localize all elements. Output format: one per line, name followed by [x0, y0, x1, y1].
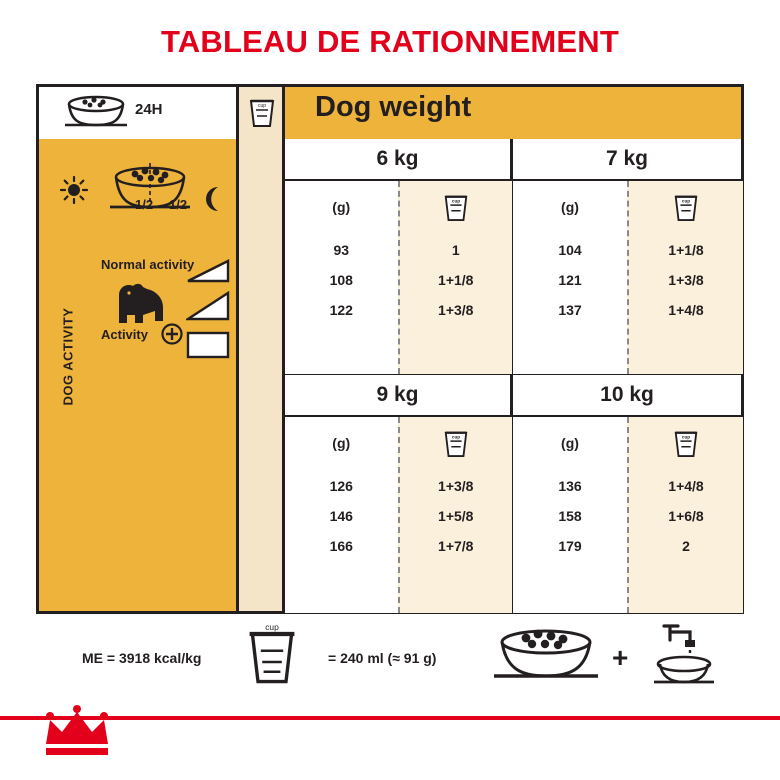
period-label: 24H — [135, 101, 163, 118]
cups-value: 1+6/8 — [668, 508, 704, 524]
dog-bowl-icon — [61, 91, 131, 131]
header-dog-weight-cell — [285, 87, 741, 139]
svg-text:cup: cup — [451, 198, 460, 204]
cups-value: 1+4/8 — [668, 478, 704, 494]
page-title: TABLEAU DE RATIONNEMENT — [160, 24, 620, 59]
svg-text:cup: cup — [265, 621, 279, 632]
header-period-cell — [39, 87, 239, 139]
svg-text:cup: cup — [257, 103, 267, 109]
moon-icon — [199, 185, 225, 213]
table-header-row — [39, 87, 741, 139]
weight-block-7kg — [513, 139, 741, 375]
grams-value: 108 — [329, 272, 353, 288]
cup-equivalence: = 240 ml (≈ 91 g) — [328, 650, 437, 666]
water-tap-bowl-icon — [644, 620, 720, 686]
cup-spacer-column — [239, 139, 285, 611]
grams-value: 146 — [329, 508, 353, 524]
cups-column — [627, 181, 743, 374]
activity-level-bar-1 — [186, 249, 230, 283]
grams-value: 122 — [329, 302, 353, 318]
weight-block-9kg — [285, 375, 513, 611]
cups-value: 1+3/8 — [438, 478, 474, 494]
cups-value: 2 — [682, 538, 690, 554]
activity-vertical-label: DOG ACTIVITY — [60, 307, 76, 406]
weight-grid — [285, 139, 741, 611]
activity-level-bar-3 — [186, 325, 230, 359]
weight-header: 7 kg — [513, 139, 741, 181]
header-cup-cell — [239, 87, 285, 139]
grams-value: 93 — [333, 242, 350, 258]
normal-activity-label: Normal activity — [101, 257, 195, 272]
svg-text:cup: cup — [681, 198, 691, 204]
cups-column — [398, 181, 513, 374]
grams-value: 179 — [558, 538, 582, 554]
svg-text:cup: cup — [681, 434, 691, 440]
svg-text:cup: cup — [451, 434, 460, 440]
weight-block-6kg — [285, 139, 513, 375]
cups-column — [398, 417, 513, 613]
sun-icon — [59, 175, 89, 205]
measuring-cup-icon — [672, 427, 700, 459]
cups-value: 1+3/8 — [668, 272, 704, 288]
cups-value: 1+7/8 — [438, 538, 474, 554]
bottom-red-rule — [0, 716, 780, 720]
split-left-value: 1/2 — [135, 197, 154, 212]
grams-value: 158 — [558, 508, 582, 524]
activity-label: Activity — [101, 327, 148, 342]
grams-header: (g) — [332, 435, 351, 451]
feeding-table — [36, 84, 744, 614]
dog-bowl-icon — [488, 624, 604, 686]
grams-value: 121 — [558, 272, 582, 288]
cups-value: 1+4/8 — [668, 302, 704, 318]
weight-header: 10 kg — [513, 375, 741, 417]
grams-header: (g) — [561, 199, 579, 215]
grams-column — [513, 417, 627, 613]
grams-value: 126 — [329, 478, 353, 494]
plus-circle-icon — [161, 323, 183, 345]
cups-value: 1 — [451, 242, 460, 258]
grams-value: 136 — [558, 478, 582, 494]
me-value: ME = 3918 kcal/kg — [82, 650, 202, 666]
dog-silhouette-icon — [109, 279, 173, 329]
weight-header: 9 kg — [285, 375, 510, 417]
cups-value: 1+5/8 — [438, 508, 474, 524]
grams-header: (g) — [561, 435, 579, 451]
activity-level-bar-2 — [186, 287, 230, 321]
grams-header: (g) — [332, 199, 351, 215]
measuring-cup-icon — [244, 620, 300, 690]
grams-column — [285, 181, 398, 374]
grams-column — [513, 181, 627, 374]
grams-value: 166 — [329, 538, 353, 554]
cup-header — [629, 181, 743, 233]
cup-header — [400, 181, 513, 233]
activity-column — [39, 139, 239, 611]
grams-value: 137 — [558, 302, 582, 318]
weight-header: 6 kg — [285, 139, 510, 181]
cups-value: 1+3/8 — [438, 302, 474, 318]
measuring-cup-icon — [672, 191, 700, 223]
cups-value: 1+1/8 — [438, 272, 474, 288]
cup-header — [400, 417, 513, 469]
measuring-cup-icon — [442, 427, 470, 459]
dog-weight-title: Dog weight — [315, 91, 472, 123]
cups-value: 1+1/8 — [668, 242, 704, 258]
royal-canin-crown-logo — [40, 704, 114, 766]
measuring-cup-icon — [442, 191, 470, 223]
cups-column — [627, 417, 743, 613]
cup-header — [629, 417, 743, 469]
grams-value: 104 — [558, 242, 582, 258]
grams-column — [285, 417, 398, 613]
measuring-cup-icon — [247, 95, 277, 129]
footer-legend — [36, 614, 744, 710]
plus-symbol: + — [612, 642, 629, 673]
split-right-value: 1/2 — [169, 197, 188, 212]
weight-block-10kg — [513, 375, 741, 611]
